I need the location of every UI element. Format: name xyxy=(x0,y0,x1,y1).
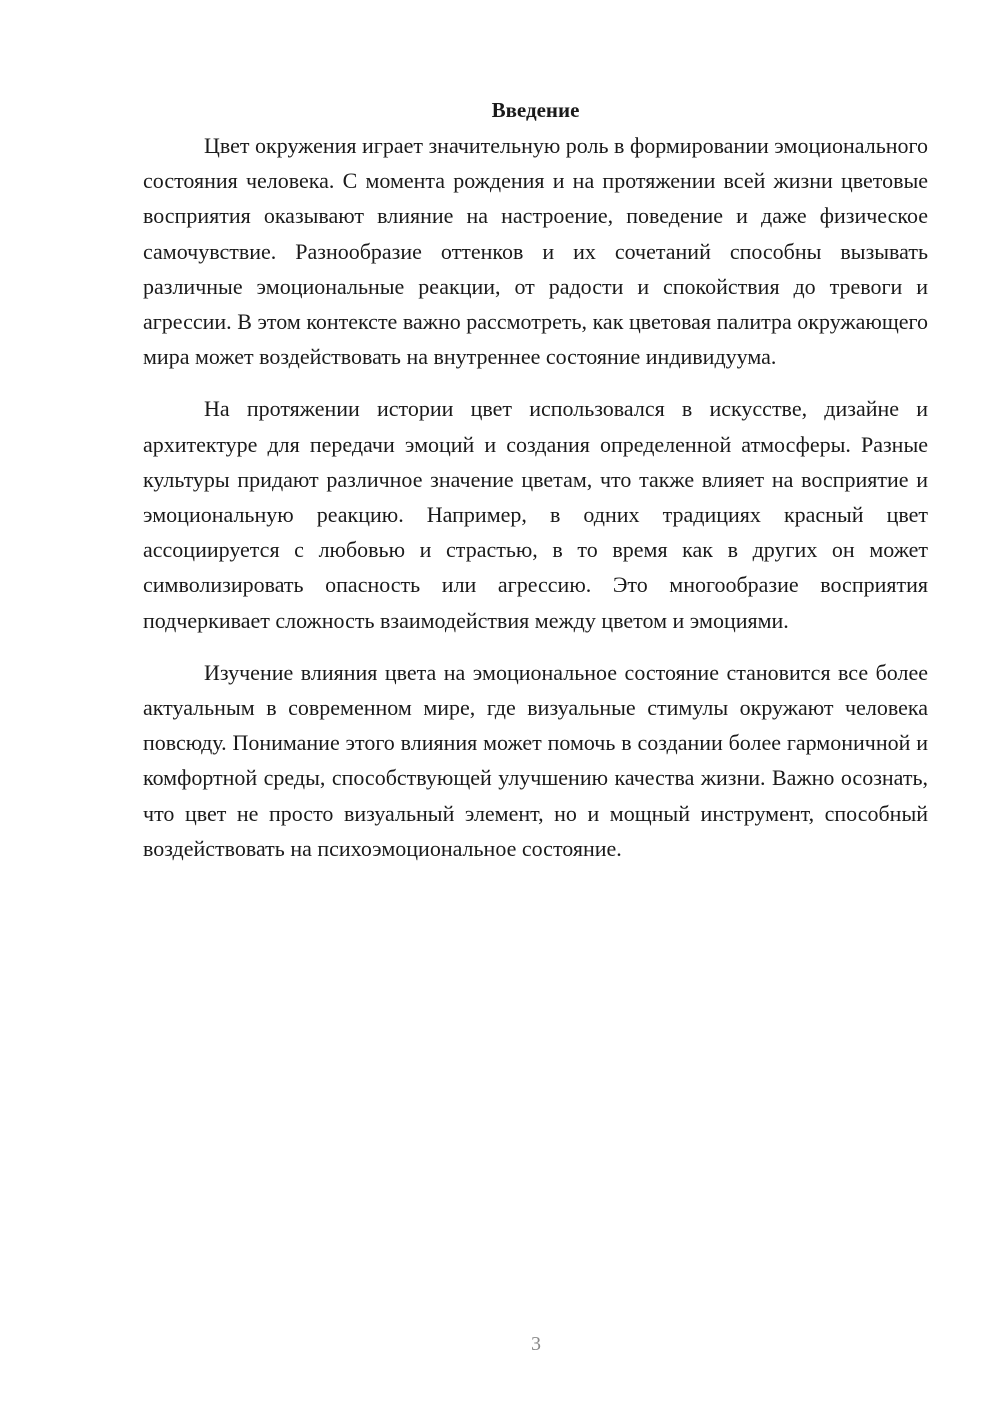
paragraph-2: На протяжении истории цвет использовался в искусстве, дизайне и архитектуре для передачи эмоций и создания определенной атмосферы. Разные культуры придают различное значение цветам, что также влияет на восприятие и эмоциональную реакцию. Например, в одних традициях красный цвет ассоциируется с любовью и страстью, в то время как в других он может символизировать опасность или агрессию. Это многообразие восприятия подчеркивает сложность взаимодействия между цветом и эмоциями. xyxy=(143,396,928,633)
paragraph-1: Цвет окружения играет значительную роль в формировании эмоционального состояния человека. С момента рождения и на протяжении всей жизни цветовые восприятия оказывают влияние на настроение, поведение и даже физическое самочувствие. Разнообразие оттенков и их сочетаний способны вызывать различные эмоциональные реакции, от радости и спокойствия до тревоги и агрессии. В этом контексте важно рассмотреть, как цветовая палитра окружающего мира может воздействовать на внутреннее состояние индивидуума. xyxy=(143,133,928,370)
page-number: 3 xyxy=(531,1333,541,1355)
paragraph-3: Изучение влияния цвета на эмоциональное состояние становится все более актуальным в современном мире, где визуальные стимулы окружают человека повсюду. Понимание этого влияния может помочь в создании более гармоничной и комфортной среды, способствующей улучшению качества жизни. Важно осознать, что цвет не просто визуальный элемент, но и мощный инструмент, способный воздействовать на психоэмоциональное состояние. xyxy=(143,659,928,861)
document-body xyxy=(143,93,928,866)
section-heading: Введение xyxy=(491,98,580,122)
